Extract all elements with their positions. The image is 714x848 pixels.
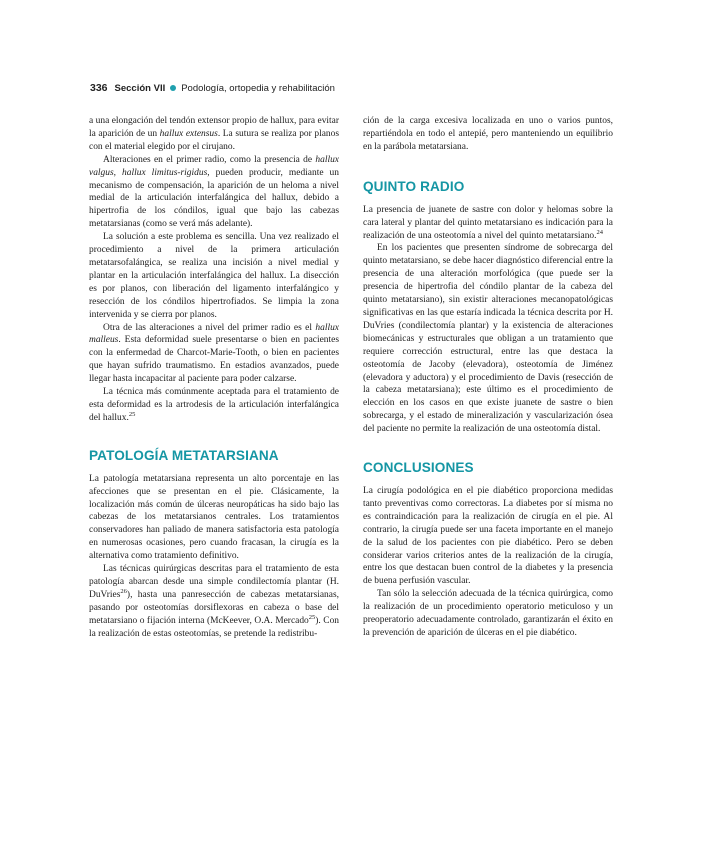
- paragraph: Las técnicas quirúrgicas descritas para el tratamiento de esta patología abarcan desde una simple condilectomía plantar (H. DuVries$^{26}$), hasta una panresección de cabezas metatarsianas, pasando por osteotomías dorsiflexoras en cabeza o base del metatarsiano o fijación interna (McKeever, O.A. Mercado$^{25}$). Con la realización de estas osteotomías, se pretende la redistribu-: [89, 564, 340, 639]
- paragraph: La patología metatarsiana representa un alto porcentaje en las afecciones que se presentan en el pie. Clásicamente, la localización más común de úlceras neuropáticas ha sido bajo las cabezas de los metatarsianos centrales. Los tratamientos conservadores han paliado de manera satisfactoria esta patología en numerosas ocasiones, pero cuando fracasan, la cirugía es la alternativa como tratamiento definitivo.: [89, 473, 339, 562]
- paragraph: La presencia de juanete de sastre con dolor y helomas sobre la cara lateral y plantar del quinto metatarsiano es indicación para la realización de una osteotomía a nivel del quinto metatarsiano.$^{24}$: [363, 204, 613, 241]
- section-heading-patologia: PATOLOGÍA METATARSIANA: [89, 447, 279, 463]
- section-label: Sección VII: [114, 82, 166, 94]
- paragraph: a una elongación del tendón extensor propio de hallux, para evitar la aparición de un hallux extensus. La sutura se realiza por planos con el material elegido por el cirujano.: [89, 116, 340, 152]
- left-column: [89, 115, 339, 641]
- paragraph: Tan sólo la selección adecuada de la técnica quirúrgica, como la realización de un procedimiento operatorio meticuloso y un preoperatorio adecuadamente controlado, garantizarán el éxito en la prevención de aparición de úlceras en el pie diabético.: [363, 589, 613, 638]
- paragraph: La técnica más comúnmente aceptada para el tratamiento de esta deformidad es la artrodesis de la articulación interfalángica del hallux.$^{25}$: [89, 387, 339, 423]
- paragraph: La solución a este problema es sencilla. Una vez realizado el procedimiento a nivel de la primera articulación metatarsofalángica, se realiza una incisión a nivel medial y plantar en la articulación interfalángica del hallux. La disección es por planos, con liberación del ligamento interfalángico y resección de los cóndilos hipertrofiados. Se limpia la zona intervenida y se cierra por planos.: [89, 232, 339, 320]
- bullet-dot-icon: [170, 85, 176, 91]
- paragraph: La cirugía podológica en el pie diabético proporciona medidas tanto preventivas como correctoras. La diabetes por sí misma no es contraindicación para la realización de cirugía en el pie. Al contrario, la cirugía puede ser una faceta importante en el manejo de la salud de los pacientes con pie diabético. Pero se deben considerar varios criterios antes de la realización de la cirugía, entre los que destacan buen control de la diabetes y la presencia de buena perfusión vascular.: [363, 486, 613, 587]
- paragraph: ción de la carga excesiva localizada en uno o varios puntos, repartiéndola en todo el antepié, pero manteniendo un equilibrio en la parábola metatarsiana.: [363, 116, 613, 152]
- paragraph: Otra de las alteraciones a nivel del primer radio es el hallux malleus. Esta deformidad suele presentarse o bien en pacientes con la enfermedad de Charcot-Marie-Tooth, o bien en pacientes que hayan sufrido traumatismo. En estadios avanzados, puede llegar hasta incapacitar al paciente para poder calzarse.: [89, 322, 339, 385]
- section-heading-conclusiones: CONCLUSIONES: [363, 460, 474, 476]
- paragraph: Alteraciones en el primer radio, como la presencia de hallux valgus, hallux limitus-rigidus, pueden producir, mediante un mecanismo de compensación, la aparición de un heloma a nivel medial de la articulación interfalángica del hallux, debido a hipertrofia de los cóndilos, igual que bajo las cabezas metatarsianas (como se verá más adelante).: [89, 154, 339, 230]
- page-number: 336: [90, 82, 108, 94]
- right-column: [363, 115, 613, 640]
- paragraph: En los pacientes que presenten síndrome de sobrecarga del quinto metatarsiano, se debe hacer diagnóstico diferencial entre la presencia de una alteración morfológica (que puede ser la presencia de hipertrofia del cóndilo plantar de la cabeza del quinto metatarsiano), sin existir alteraciones mecanopatológicas significativas en las que estaría indicada la técnica descrita por H. DuVries (condilectomía plantar) y la existencia de alteraciones biomecánicas y estructurales que obligan a un tratamiento que requiere corrección estructural, entre las que destaca la osteotomía de Jacoby (elevadora), osteotomía de Jiménez (elevadora y aductora) y el procedimiento de Davis (resección de la cabeza metatarsiana); este último es el procedimiento de elección en los casos en que existe juanete de sastre o bien sobrecarga, y el estado de mineralización y vascularización ósea del paciente no permite la realización de una osteotomía distal.: [363, 243, 613, 435]
- section-heading-quinto: QUINTO RADIO: [363, 178, 465, 194]
- running-head: [90, 82, 335, 94]
- section-title: Podología, ortopedia y rehabilitación: [181, 82, 335, 94]
